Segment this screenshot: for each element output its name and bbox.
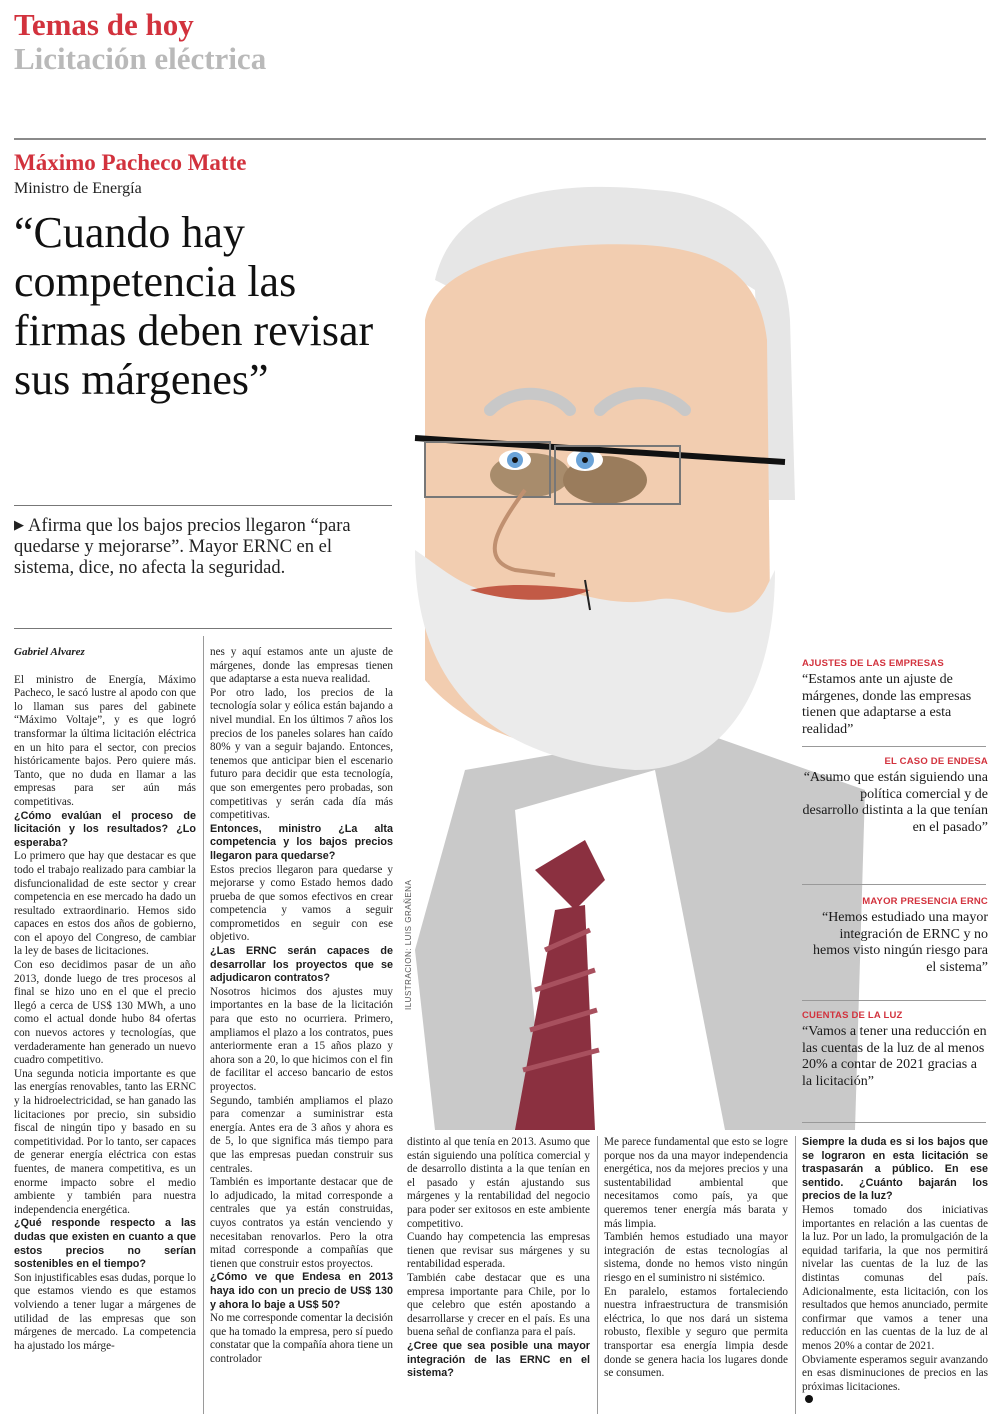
article-column-5 — [802, 1136, 988, 1408]
pullquote-label: EL CASO DE ENDESA — [884, 756, 988, 767]
article-column-2 — [210, 646, 393, 1366]
body-paragraph: Por otro lado, los precios de la tecnología solar y eólica están bajando a nivel mundial. En los últimos 7 años los precios de los paneles solares han caído 80% y van a seguir bajando. Entonces, tenemos que anticipar bien el escenario futuro para decidir que esta tecnología, que son emergentes pero probadas, son competitivas y serán cada día más competitivas. — [210, 686, 393, 822]
body-paragraph: El ministro de Energía, Máximo Pacheco, le sacó lustre al apodo con que lo llaman sus pares del gabinete “Máximo Voltaje”, y es que logró transformar la última licitación eléctrica en un hito para el sector, con precios históricamente bajos. Pero quiere más. Tanto, que no duda en llamar a las empresas para ser aún más competitivas. — [14, 673, 196, 808]
byline: Gabriel Alvarez — [14, 646, 85, 658]
interviewee-role: Ministro de Energía — [14, 180, 142, 197]
lede-text: Afirma que los bajos precios llegaron “para quedarse y mejorarse”. Mayor ERNC en el sistema, dice, no afecta la seguridad. — [14, 516, 351, 578]
body-paragraph: Nosotros hicimos dos ajustes muy importantes en la base de la licitación para que esto no ocurriera. Primero, ampliamos el plazo a los contratos, pues anteriormente eran a 15 años plazo y ahora son a 20, lo que hicimos con el fin de facilitar el acceso bancario de estos proyectos. — [210, 985, 393, 1093]
interview-question: Siempre la duda es si los bajos que se lograron en esta licitación se traspasarán a público. En ese sentido. ¿Cuánto bajarán los precios de la luz? — [802, 1136, 988, 1203]
column-divider — [795, 1136, 796, 1414]
end-mark-icon — [805, 1395, 813, 1403]
pullquote-divider — [802, 1000, 986, 1001]
body-paragraph: No me corresponde comentar la decisión que ha tomado la empresa, pero sí puedo constatar que la compañía ahora tiene un controlador — [210, 1312, 393, 1365]
pullquote-label: AJUSTES DE LAS EMPRESAS — [802, 658, 944, 669]
body-paragraph: Cuando hay competencia las empresas tienen que revisar sus márgenes y su rentabilidad esperada. — [407, 1231, 590, 1271]
body-paragraph: También cabe destacar que es una empresa importante para Chile, por lo que celebro que estén apostando a desarrollarse y crecer en el país. Es una buena señal de confianza para el país. — [407, 1271, 590, 1339]
article-column-1 — [14, 646, 196, 1353]
section-kicker: Temas de hoy — [14, 7, 194, 42]
lede — [14, 514, 394, 579]
body-paragraph: Con eso decidimos pasar de un año 2013, donde luego de tres procesos al final se hizo uno en el que el precio llegó a cerca de US$ 130 MWh, a uno como el actual donde hubo 84 ofertas con nuevos actores y tecnologías, que verdaderamente han generado un nuevo cuadro competitivo. — [14, 959, 196, 1067]
body-paragraph: Me parece fundamental que esto se logre porque nos da una mayor independencia energética, nos da mejores precios y una sustentabilidad ambiental que necesitamos como país, ya que queremos tener energía más barata y más limpia. — [604, 1136, 788, 1230]
pullquote-label: MAYOR PRESENCIA ERNC — [862, 896, 988, 907]
top-divider — [14, 138, 986, 140]
body-paragraph: Lo primero que hay que destacar es que todo el trabajo realizado para cambiar la disfuncionalidad de este sector y crear competencia en ese mercado ha dado un resultado extraordinario. Hemos sido capaces en estos dos años de gobierno, con el apoyo del Congreso, de cambiar la ley de bases de licitaciones. — [14, 850, 196, 958]
pullquote-1 — [802, 658, 988, 738]
pullquote-text: “Vamos a tener una reducción en las cuentas de la luz de al menos 20% a contar de 2021 gracias a la licitación” — [802, 1024, 987, 1089]
interview-question: Entonces, ministro ¿La alta competencia y los bajos precios llegaron para quedarse? — [210, 822, 393, 862]
column-body — [407, 1136, 590, 1381]
triangle-bullet-icon: ▶ — [14, 517, 24, 532]
body-paragraph: distinto al que tenía en 2013. Asumo que están siguiendo una política comercial y de desarrollo distinta a la que tenían en el pasado y están ajustando sus márgenes y la rentabilidad del negocio para poder ser exitosos en este ambiente competitivo. — [407, 1136, 590, 1230]
illustration-credit: ILUSTRACION: LUIS GRAÑENA — [404, 879, 413, 1010]
body-paragraph: Hemos tomado dos iniciativas importantes en relación a las cuentas de la luz. Por un lado, la promulgación de la equidad tarifaria, la que nos permitirá nivelar las cuentas de la luz de las distintas comunas del país. Adicionalmente, esta licitación, con los resultados que hemos anunciado, permite confirmar que vamos a tener una reducción en las cuentas de la luz de al menos 20% a contar de 2021. — [802, 1203, 988, 1352]
pullquote-label: CUENTAS DE LA LUZ — [802, 1010, 903, 1021]
column-body — [210, 646, 393, 1366]
pullquote-4 — [802, 1010, 988, 1090]
column-body — [14, 674, 196, 1354]
portrait-illustration — [395, 170, 875, 1130]
interview-question: ¿Cómo ve que Endesa en 2013 haya ido con un precio de US$ 130 y ahora lo baje a US$ 50? — [210, 1271, 393, 1311]
column-divider — [597, 1136, 598, 1414]
pullquote-divider — [802, 1122, 986, 1123]
lede-divider — [14, 505, 392, 506]
body-paragraph: Segundo, también ampliamos el plazo para comenzar a suministrar esta energía. Antes era de 3 años y ahora es de 5, lo que significa más tiempo para que las empresas puedan construir sus centrales. — [210, 1094, 393, 1175]
section-title: Licitación eléctrica — [14, 41, 267, 76]
body-paragraph: En paralelo, estamos fortaleciendo nuestra infraestructura de transmisión eléctrica, lo que nos dará un sistema robusto, flexible y seguro que permita transportar esa energía limpia desde donde se genera hacia los lugares donde se consumen. — [604, 1285, 788, 1380]
pullquote-text: “Estamos ante un ajuste de márgenes, donde las empresas tienen que adaptarse a esta realidad” — [802, 672, 972, 737]
body-paragraph: También es importante destacar que de lo adjudicado, la mitad corresponde a centrales que ya están construidas, cuyos contratos ya están venciendo y necesitaban renovarlos. Pero la otra mitad corresponde a compañías que tienen que construir estos proyectos. — [210, 1176, 393, 1270]
body-paragraph: Una segunda noticia importante es que las energías renovables, tanto las ERNC y la hidroelectricidad, se han ganado las licitaciones por precio, sin subsidio fiscal de ningún tipo y basado en su competitividad. Por lo tanto, ser capaces de generar energía eléctrica con estas fuentes, de manera competitiva, es un enorme impacto sobre el medio ambiente y también para nuestra independencia energética. — [14, 1067, 196, 1216]
article-column-3 — [407, 1136, 590, 1381]
interview-question: ¿Qué responde respecto a las dudas que existen en cuanto a que estos precios no serían sostenibles en el tiempo? — [14, 1217, 196, 1271]
pullquote-2 — [802, 756, 988, 836]
body-paragraph: También hemos estudiado una mayor integración de estas tecnologías al sistema, donde no hemos visto ningún riesgo en el suministro ni sistémico. — [604, 1231, 788, 1284]
column-body — [604, 1136, 788, 1381]
article-column-4 — [604, 1136, 788, 1381]
column-divider — [203, 636, 204, 1414]
pullquote-text: “Hemos estudiado una mayor integración de ERNC y no hemos visto ningún riesgo para el sistema” — [813, 910, 988, 975]
pullquote-divider — [802, 746, 986, 747]
interview-question: ¿Las ERNC serán capaces de desarrollar los proyectos que se adjudicaron contratos? — [210, 945, 393, 985]
lede-divider-bottom — [14, 628, 392, 629]
interview-question: ¿Cree que sea posible una mayor integración de las ERNC en el sistema? — [407, 1339, 590, 1380]
pullquote-divider — [802, 884, 986, 885]
interview-question: ¿Cómo evalúan el proceso de licitación y los resultados? ¿Lo esperaba? — [14, 809, 196, 849]
column-body — [802, 1136, 988, 1394]
body-paragraph: nes y aquí estamos ante un ajuste de márgenes, donde las empresas tienen que adaptarse a esta nueva realidad. — [210, 646, 393, 686]
body-paragraph: Estos precios llegaron para quedarse y mejorarse y como Estado hemos dado prueba de que somos efectivos en crear competencia y vamos a seguir comprometidos en seguir con ese objetivo. — [210, 863, 393, 944]
headline: “Cuando hay competencia las firmas deben revisar sus márgenes” — [14, 208, 374, 404]
interviewee-name: Máximo Pacheco Matte — [14, 150, 247, 175]
body-paragraph: Obviamente esperamos seguir avanzando en esas disminuciones de precios en las próximas licitaciones. — [802, 1353, 988, 1393]
pullquote-text: “Asumo que están siguiendo una política comercial y de desarrollo distinta a la que tenían en el pasado” — [802, 770, 988, 835]
body-paragraph: Son injustificables esas dudas, porque lo que estamos viendo es que estamos volviendo a tener lugar a márgenes de utilidad de las empresas que son márgenes de mercado. La competencia ha ajustado los márge- — [14, 1271, 196, 1352]
pullquote-3 — [802, 896, 988, 976]
